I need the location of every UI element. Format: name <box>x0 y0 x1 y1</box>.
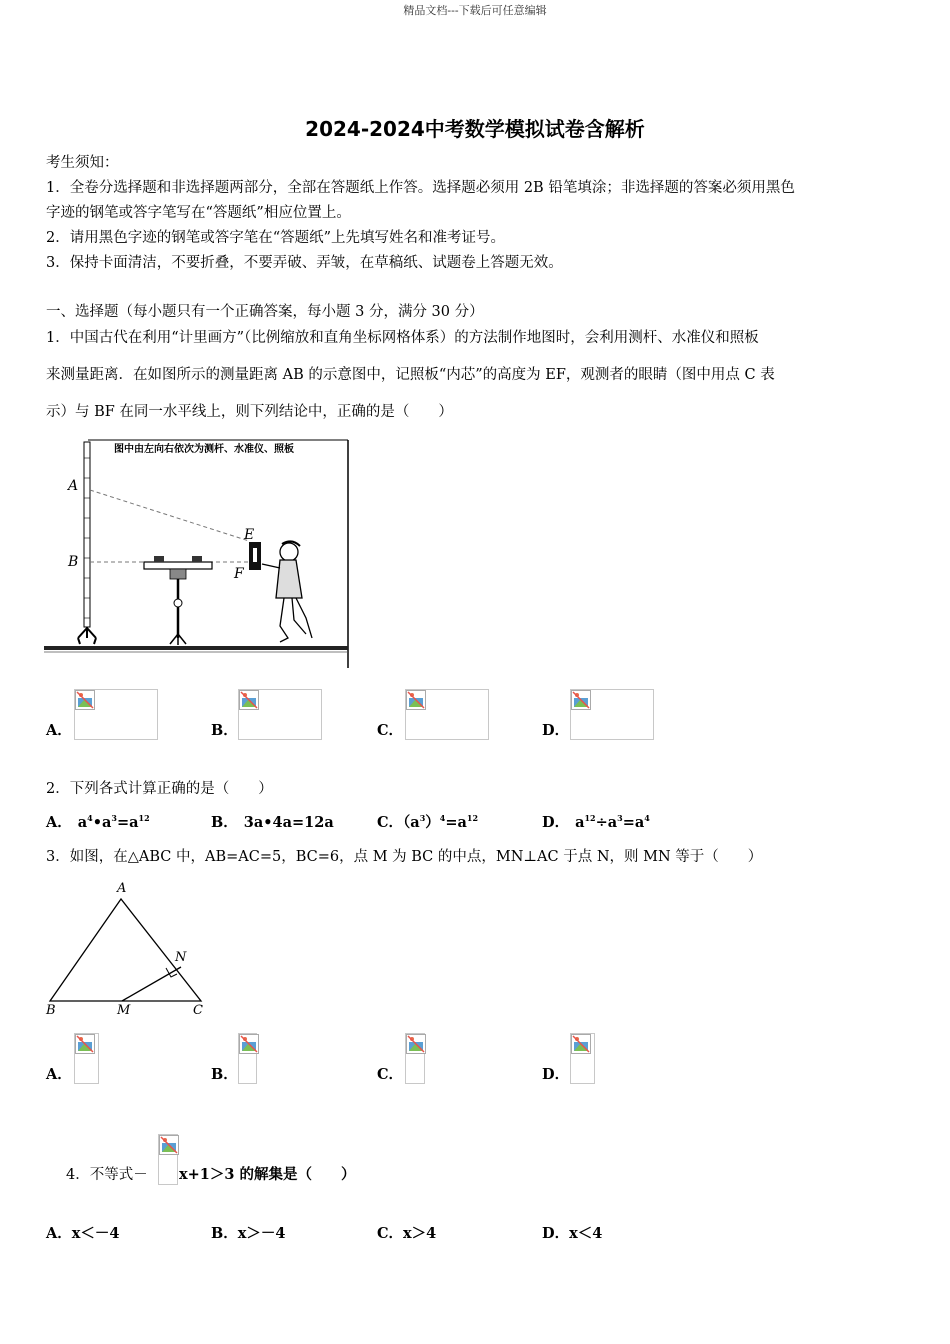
notice-line-3: 3．保持卡面清洁，不要折叠，不要弄破、弄皱，在草稿纸、试题卷上答题无效。 <box>46 255 563 271</box>
broken-image-icon <box>406 690 426 710</box>
broken-image-icon <box>571 690 591 710</box>
q2-option-d: D． $a^{12}\div a^3=a^4$ <box>542 813 650 831</box>
q4-fraction-image <box>158 1134 178 1185</box>
q1-label-B: B <box>68 554 79 570</box>
q3-option-b-label: B． <box>211 1066 238 1083</box>
q3-label-A: A <box>117 881 127 896</box>
broken-image-icon <box>239 690 259 710</box>
q4-option-a: A．x＜－4 <box>46 1225 120 1242</box>
q3-option-c-label: C． <box>377 1066 404 1083</box>
q4-stem-post: x+1＞3 的解集是（ ） <box>179 1166 356 1183</box>
q1-option-a-label: A． <box>46 722 72 739</box>
q1-option-a-image <box>74 689 158 740</box>
q1-figure <box>44 438 354 670</box>
q3-option-b-image <box>238 1033 257 1084</box>
q3-option-c-image <box>405 1033 425 1084</box>
q1-label-F: F <box>234 566 244 582</box>
q2-option-c: C．$(a^3)^4=a^{12}$ <box>377 813 479 831</box>
broken-image-icon <box>75 1034 95 1054</box>
broken-image-icon <box>159 1135 179 1155</box>
q1-figure-caption: 图中由左向右依次为测杆、水准仪、照板 <box>114 444 294 455</box>
q1-label-E: E <box>244 527 255 543</box>
q3-option-a-label: A． <box>46 1066 72 1083</box>
q3-label-N: N <box>175 950 187 965</box>
q1-line-2: 来测量距离．在如图所示的测量距离 AB 的示意图中，记照板“内芯”的高度为 EF，观测者的眼睛（图中用点 C 表 <box>46 367 775 383</box>
page-title: 2024-2024中考数学模拟试卷含解析 <box>305 117 645 141</box>
q1-label-A: A <box>68 478 79 494</box>
q1-line-1: 1．中国古代在利用“计里画方”（比例缩放和直角坐标网格体系）的方法制作地图时，会利用测杆、水准仪和照板 <box>46 330 759 346</box>
notice-line-2: 2．请用黑色字迹的钢笔或答字笔在“答题纸”上先填写姓名和准考证号。 <box>46 230 506 246</box>
q1-option-c-image <box>405 689 489 740</box>
q2-option-a: A． $a^4•a^3=a^{12}$ <box>46 813 150 831</box>
broken-image-icon <box>406 1034 426 1054</box>
q4-stem-pre: 4．不等式－ <box>66 1167 148 1183</box>
page-header: 精品文档---下载后可任意编辑 <box>403 4 547 17</box>
q3-label-C: C <box>193 1003 203 1018</box>
notice-heading: 考生须知： <box>46 155 119 171</box>
q3-option-a-image <box>74 1033 99 1084</box>
q4-option-b: B．x＞－4 <box>211 1225 286 1242</box>
notice-line-1b: 字迹的钢笔或答字笔写在“答题纸”相应位置上。 <box>46 205 351 221</box>
broken-image-icon <box>571 1034 591 1054</box>
q4-option-d: D．x＜4 <box>542 1225 603 1242</box>
q3-option-d-image <box>570 1033 595 1084</box>
q1-line-3: 示）与 BF 在同一水平线上，则下列结论中，正确的是（ ） <box>46 404 453 420</box>
q3-triangle-figure <box>44 880 214 1020</box>
q1-option-d-label: D． <box>542 722 570 739</box>
q2-option-b: B． 3a•4a=12a <box>211 814 334 831</box>
q1-option-b-image <box>238 689 322 740</box>
q2-stem: 2．下列各式计算正确的是（ ） <box>46 781 273 797</box>
notice-line-1a: 1．全卷分选择题和非选择题两部分，全部在答题纸上作答。选择题必须用 2B 铅笔填涂；非选择题的答案必须用黑色 <box>46 180 795 196</box>
q1-option-d-image <box>570 689 654 740</box>
q4-option-c: C．x＞4 <box>377 1225 437 1242</box>
broken-image-icon <box>75 690 95 710</box>
q3-label-M: M <box>117 1003 131 1018</box>
q3-label-B: B <box>46 1003 56 1018</box>
section-heading: 一、选择题（每小题只有一个正确答案，每小题 3 分，满分 30 分） <box>46 304 484 320</box>
q3-stem: 3．如图，在△ABC 中，AB=AC=5，BC=6，点 M 为 BC 的中点，MN⊥AC 于点 N，则 MN 等于（ ） <box>46 849 763 865</box>
q1-option-c-label: C． <box>377 722 404 739</box>
q3-option-d-label: D． <box>542 1066 570 1083</box>
broken-image-icon <box>239 1034 259 1054</box>
q1-option-b-label: B． <box>211 722 238 739</box>
